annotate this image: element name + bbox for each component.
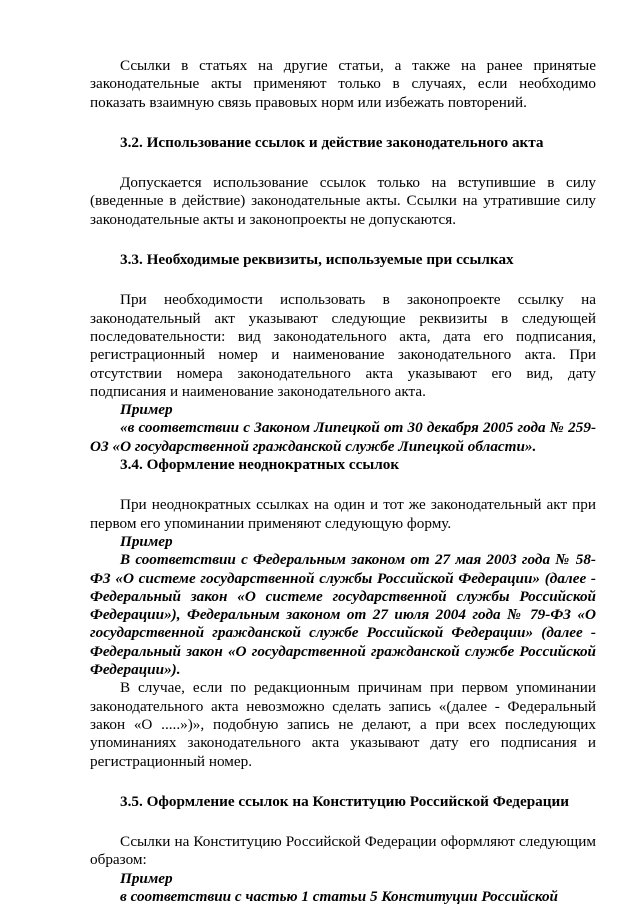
section-3-3-example: «в соответствии с Законом Липецкой от 30 декабря 2005 года № 259-ОЗ «О государственной гражданской службе Липецкой области». — [90, 419, 596, 455]
section-3-5-heading: 3.5. Оформление ссылок на Конституцию Российской Федерации — [120, 792, 570, 810]
document-page — [90, 57, 596, 906]
section-3-3-paragraph: При необходимости использовать в законопроекте ссылку на законодательный акт указывают следующие реквизиты в следующей последовательности: вид законодательного акта, дата его подписания, регистрационный номер и наименование законодательного акта. При отсутствии номера законодательного акта указывают его вид, дату подписания и наименование законодательного акта. — [90, 291, 596, 400]
section-3-2-heading: 3.2. Использование ссылок и действие законодательного акта — [120, 133, 544, 151]
section-3-4-example-label: Пример — [120, 532, 173, 550]
section-3-5-paragraph: Ссылки на Конституцию Российской Федерации оформляют следующим образом: — [90, 833, 596, 869]
section-3-4-paragraph: При неоднократных ссылках на один и тот же законодательный акт при первом его упоминании применяют следующую форму. — [90, 496, 596, 532]
section-3-3-heading: 3.3. Необходимые реквизиты, используемые при ссылках — [120, 251, 514, 269]
section-3-4-paragraph-after: В случае, если по редакционным причинам при первом упоминании законодательного акта невозможно сделать запись «(далее - Федеральный закон «О .....»)», подобную запись не делают, а при всех последующих упоминаниях законодательного акта указывают дату его подписания и регистрационный номер. — [90, 679, 596, 770]
section-3-4-heading: 3.4. Оформление неоднократных ссылок — [120, 456, 400, 474]
section-3-2-paragraph: Допускается использование ссылок только на вступившие в силу (введенные в действие) законодательные акты. Ссылки на утратившие силу законодательные акты и законопроекты не допускаются. — [90, 174, 596, 228]
section-3-4-example: В соответствии с Федеральным законом от 27 мая 2003 года № 58-ФЗ «О системе государственной службы Российской Федерации» (далее - Федеральный закон «О системе государственной службы Российской Федерации»), Федеральным законом от 27 июля 2004 года № 79-ФЗ «О государственной гражданской службе Российской Федерации» (далее - Федеральный закон «О государственной гражданской службе Российской Федерации»). — [90, 551, 596, 679]
section-3-5-example: в соответствии с частью 1 статьи 5 Конституции Российской — [120, 887, 558, 905]
section-3-5-example-label: Пример — [120, 869, 173, 887]
intro-paragraph: Ссылки в статьях на другие статьи, а также на ранее принятые законодательные акты применяют только в случаях, если необходимо показать взаимную связь правовых норм или избежать повторений. — [90, 57, 596, 111]
section-3-3-example-label: Пример — [120, 401, 173, 419]
